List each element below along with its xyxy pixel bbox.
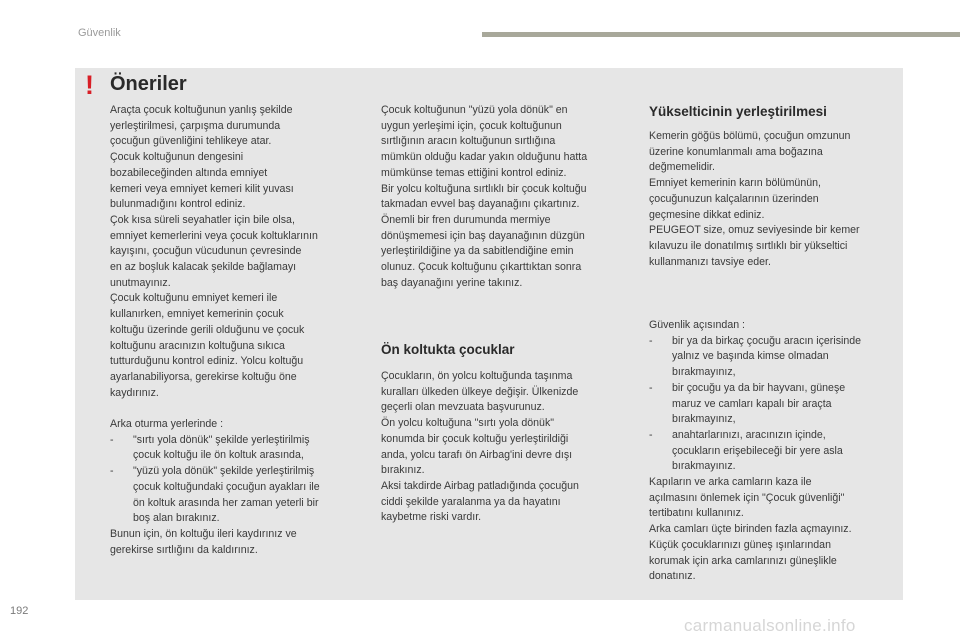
text-line: mümkün olduğu kadar yakın olduğunu hatta xyxy=(381,151,588,164)
warning-exclamation-icon: ! xyxy=(85,70,94,100)
text-line: "sırtı yola dönük" şekilde yerleştirilmiş xyxy=(133,433,310,446)
bullet-text xyxy=(133,433,358,464)
text-line: bir ya da birkaç çocuğu aracın içerisinde xyxy=(672,334,862,347)
column-3-lower xyxy=(649,318,899,585)
bullet-text xyxy=(672,428,899,475)
bullet-dash: - xyxy=(649,334,653,347)
column-2 xyxy=(381,103,626,291)
text-line: en az boşluk kalacak şekilde bağlamayı xyxy=(110,261,297,274)
col2-paragraph-1 xyxy=(381,103,626,291)
text-line: Araçta çocuk koltuğunun yanlış şekilde xyxy=(110,104,293,116)
text-line: Çocukların, ön yolcu koltuğunda taşınma xyxy=(381,370,573,382)
column-2-lower xyxy=(381,369,626,526)
col1-bullet-list xyxy=(110,433,358,527)
text-line: üzerine konumlanmalı ama boğazına xyxy=(649,145,823,158)
text-line: çocuğun güvenliğini tehlikeye atar. xyxy=(110,135,272,148)
text-line: Emniyet kemerinin karın bölümünün, xyxy=(649,177,821,190)
heading-booster-placement: Yükselticinin yerleştirilmesi xyxy=(649,104,827,119)
text-line: Çocuk koltuğunu emniyet kemeri ile xyxy=(110,292,278,305)
col3-paragraph-2 xyxy=(649,475,899,585)
text-line: açılmasını önlemek için "Çocuk güvenliği" xyxy=(649,491,845,504)
bullet-text xyxy=(133,464,358,527)
text-line: tertibatını kullanınız. xyxy=(649,507,744,520)
text-line: Çok kısa süreli seyahatler için bile olsa, xyxy=(110,213,295,226)
text-line: Ön yolcu koltuğuna "sırtı yola dönük" xyxy=(381,417,554,430)
column-1 xyxy=(110,103,358,558)
bullet-text xyxy=(672,381,899,428)
bullet-item xyxy=(649,428,899,475)
text-line: kaydırınız. xyxy=(110,386,159,399)
bullet-item xyxy=(110,433,358,464)
text-line: gerekirse sırtlığını da kaldırınız. xyxy=(110,543,258,556)
text-line: Bunun için, ön koltuğu ileri kaydırınız ve xyxy=(110,527,297,540)
text-line: kuralları ülkeden ülkeye değişir. Ülkenizde xyxy=(381,385,579,398)
bullet-item xyxy=(649,334,899,381)
text-line: geçerli olan mevzuata başvurunuz. xyxy=(381,401,545,414)
section-label: Güvenlik xyxy=(78,27,121,39)
page-title: Öneriler xyxy=(110,73,187,95)
text-line: bırakmayınız, xyxy=(672,366,736,379)
text-line: koltuğunu aracınızın koltuğuna sıkıca xyxy=(110,339,285,352)
text-line: Önemli bir fren durumunda mermiye xyxy=(381,213,551,226)
text-line: Aksi takdirde Airbag patladığında çocuğun xyxy=(381,479,579,492)
text-line: emniyet kemerlerini veya çocuk koltuklarının xyxy=(110,229,318,242)
text-line: kullanmanızı tavsiye eder. xyxy=(649,255,771,268)
bullet-item xyxy=(649,381,899,428)
text-line: bırakmayınız, xyxy=(672,413,736,426)
text-line: kaybetme riski vardır. xyxy=(381,511,482,524)
text-line: mümkünse temas ettiğini kontrol ediniz. xyxy=(381,166,567,179)
text-line: Kapıların ve arka camların kaza ile xyxy=(649,476,812,489)
text-line: anda, yolcu tarafı ön Airbag'ini devre dışı xyxy=(381,448,573,461)
text-line: çocuk koltuğundaki çocuğun ayakları ile xyxy=(133,480,320,493)
text-line: çocukların erişebileceği bir yere asla xyxy=(672,444,843,457)
text-line: anahtarlarınızı, aracınızın içinde, xyxy=(672,428,826,441)
text-line: sırtlığının aracın koltuğunun sırtlığına xyxy=(381,135,556,148)
text-line: koltuğu üzerinde gerili olduğunu ve çocuk xyxy=(110,323,305,336)
text-line: bulunmadığını kontrol ediniz. xyxy=(110,198,246,211)
text-line: bozabileceğinden altında emniyet xyxy=(110,166,268,179)
text-line: dönüşmemesi için baş dayanağının düzgün xyxy=(381,229,585,242)
bullet-dash: - xyxy=(649,428,653,441)
text-line: olunuz. Çocuk koltuğunu çıkarttıktan sonra xyxy=(381,261,582,274)
text-line: kayışını, çocuğun vücudunun çevresinde xyxy=(110,245,302,258)
text-line: ciddi şekilde yaralanma ya da hayatını xyxy=(381,495,561,508)
text-line: çocuğunuzun kalçalarının üzerinden xyxy=(649,192,819,205)
text-line: PEUGEOT size, omuz seviyesinde bir kemer xyxy=(649,224,860,237)
watermark: carmanualsonline.info xyxy=(684,616,856,635)
text-line: Küçük çocuklarınızı güneş ışınlarından xyxy=(649,538,831,551)
text-line: donatınız. xyxy=(649,570,696,583)
text-line: "yüzü yola dönük" şekilde yerleştirilmiş xyxy=(133,465,315,478)
bullet-dash: - xyxy=(649,381,653,394)
text-line: yerleştirilmesi, çarpışma durumunda xyxy=(110,119,281,132)
col1-paragraph-1 xyxy=(110,103,358,401)
text-line: değmemelidir. xyxy=(649,161,715,174)
column-3 xyxy=(649,129,899,270)
page-number: 192 xyxy=(10,605,29,617)
col3-safety-intro: Güvenlik açısından : xyxy=(649,319,745,331)
text-line: tutturduğunu kontrol ediniz. Yolcu koltuğu xyxy=(110,355,304,368)
text-line: korumak için arka camlarınızı güneşlikle xyxy=(649,554,837,567)
text-line: takmadan evvel baş dayanağını çıkartınız. xyxy=(381,198,580,211)
bullet-dash: - xyxy=(110,465,114,478)
text-line: ön koltuk arasında her zaman yeterli bir xyxy=(133,496,319,509)
col3-paragraph-1 xyxy=(649,129,899,270)
text-line: bir çocuğu ya da bir hayvanı, güneşe xyxy=(672,381,846,394)
text-line: Çocuk koltuğunun dengesini xyxy=(110,151,244,164)
text-line: geçmesine dikkat ediniz. xyxy=(649,208,765,221)
bullet-dash: - xyxy=(110,433,114,446)
header-rule xyxy=(482,32,960,37)
text-line: boş alan bırakınız. xyxy=(133,512,220,525)
text-line: Bir yolcu koltuğuna sırtlıklı bir çocuk koltuğu xyxy=(381,182,587,195)
text-line: uygun yerleşimi için, çocuk koltuğunun xyxy=(381,119,562,132)
text-line: Arka camları üçte birinden fazla açmayınız. xyxy=(649,523,852,536)
text-line: unutmayınız. xyxy=(110,276,171,289)
text-line: yalnız ve başında kimse olmadan xyxy=(672,350,829,363)
text-line: bırakınız. xyxy=(381,464,425,477)
heading-front-seat-children: Ön koltukta çocuklar xyxy=(381,342,515,357)
text-line: konumda bir çocuk koltuğu yerleştirildiği xyxy=(381,432,569,445)
bullet-text xyxy=(672,334,899,381)
text-line: çocuk koltuğu ile ön koltuk arasında, xyxy=(133,449,304,462)
text-line: ayarlanabiliyorsa, gerekirse koltuğu öne xyxy=(110,370,297,383)
col2-paragraph-2 xyxy=(381,369,626,526)
text-line: bırakmayınız. xyxy=(672,460,736,473)
text-line: kullanırken, emniyet kemerinin çocuk xyxy=(110,308,284,321)
text-line: Çocuk koltuğunun "yüzü yola dönük" en xyxy=(381,104,568,116)
text-line: kılavuzu ile donatılmış sırtlıklı bir yükseltici xyxy=(649,239,848,252)
col3-bullet-list xyxy=(649,334,899,475)
text-line: maruz ve camları kapalı bir araçta xyxy=(672,397,832,410)
col1-paragraph-2 xyxy=(110,527,358,558)
text-line: baş dayanağını yerine takınız. xyxy=(381,276,523,289)
col1-rear-seats-intro: Arka oturma yerlerinde : xyxy=(110,418,224,431)
bullet-item xyxy=(110,464,358,527)
text-line: kemeri veya emniyet kemeri kilit yuvası xyxy=(110,182,294,195)
text-line: Kemerin göğüs bölümü, çocuğun omzunun xyxy=(649,130,851,142)
text-line: yerleştirildiğine ya da sabitlendiğine emin xyxy=(381,245,574,258)
